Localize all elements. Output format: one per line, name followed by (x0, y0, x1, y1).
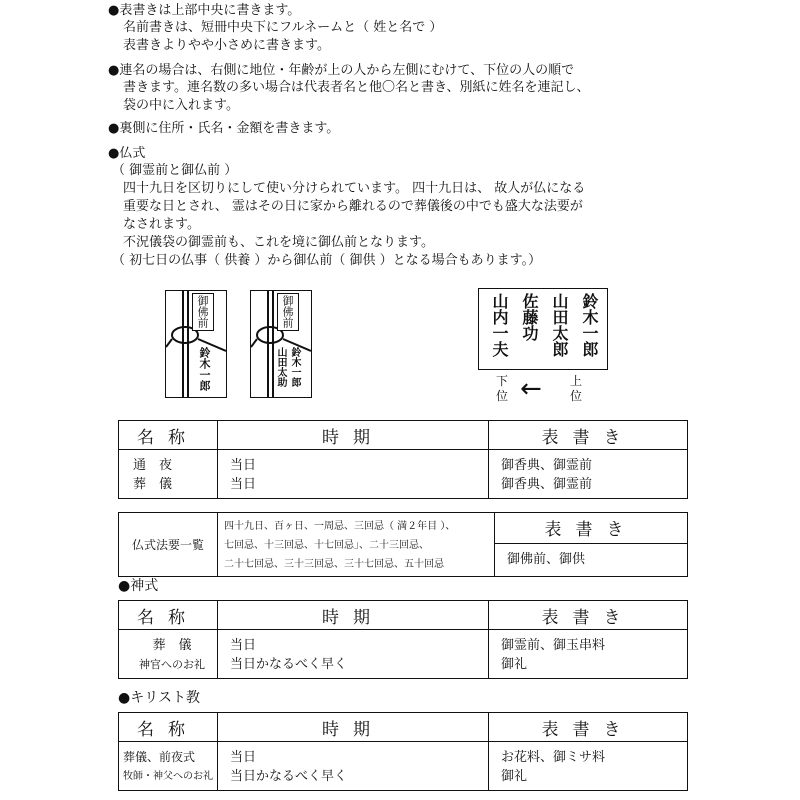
col-header-inscription: 表書き (489, 421, 688, 450)
envelope-name-senior: 鈴木一郎 (289, 347, 300, 387)
intro-line-4: ● 連名の場合は、右側に地位・年齢が上の人から左側にむけて、下位の人の順で (108, 63, 574, 79)
intro-line-13: 不況儀袋の御霊前も、これを境に御仏前となります。 (123, 235, 434, 250)
section-christian: ● キリスト教 (118, 690, 200, 706)
envelope-name-junior: 山田太助 (275, 347, 286, 387)
intro-line-11: 重要な日とされ、 霊はその日に家から離れるので葬儀後の中でも盛大な法要が (123, 199, 583, 214)
name-rank-1: 鈴木一郎 (580, 293, 599, 357)
intro-line-12: なされます。 (123, 217, 200, 232)
col-header-name: 名称 (119, 601, 218, 630)
label-lower-rank: 下位 (496, 374, 509, 403)
table-shinto (118, 600, 688, 679)
joint-names-example (478, 288, 608, 370)
table-row: 葬儀、前夜式 牧師・神父へのお礼 当日 当日かなるべく早く お花料、御ミサ料 御礼 (119, 742, 688, 791)
intro-line-14: （ 初七日の仏事（ 供養 ）から御仏前（ 御供 ）となる場合もあります。） (112, 253, 542, 268)
table-row: 通 夜 葬 儀 当日 当日 御香典、御霊前 御香典、御霊前 (119, 450, 688, 499)
envelope-name: 鈴木一郎 (198, 347, 211, 391)
table-buddhist-memorials: 仏式法要一覧 四十九日、百ヶ日、一周忌、三回忌（ 満２年目 ）、 七回忌、十三回忌、十七回忌」、二十三回忌、 二十七回忌、三十三回忌、三十七回忌、五十回忌 表書き 御佛前、御供 (118, 512, 688, 577)
col-header-name: 名称 (119, 713, 218, 742)
label-higher-rank: 上位 (570, 374, 583, 403)
memorial-list-title: 仏式法要一覧 (119, 513, 218, 577)
intro-line-3: 表書きよりやや小さめに書きます。 (123, 38, 330, 53)
intro-line-7: ● 裏側に住所・氏名・金額を書きます。 (108, 121, 339, 137)
intro-line-6: 袋の中に入れます。 (123, 98, 239, 113)
intro-line-10: 四十九日を区切りにして使い分けられています。 四十九日は、 故人が仏になる (123, 181, 586, 196)
arrow-left-icon: ← (520, 374, 542, 404)
intro-line-5: 書きます。連名数の多い場合は代表者名と他〇名と書き、別紙に姓名を連記し、 (123, 80, 590, 95)
section-shinto: ● 神式 (118, 578, 158, 594)
table-row: 葬 儀 神官へのお礼 当日 当日かなるべく早く 御霊前、御玉串料 御礼 (119, 630, 688, 679)
col-header-timing: 時期 (218, 421, 489, 450)
col-header-inscription: 表書き (495, 513, 688, 544)
envelope-single-name (165, 290, 227, 398)
col-header-inscription: 表書き (489, 601, 688, 630)
section-buddhist: ● 仏式 (108, 146, 145, 162)
envelope-two-names (250, 290, 312, 398)
col-header-name: 名称 (119, 421, 218, 450)
col-header-timing: 時期 (218, 713, 489, 742)
intro-line-1: ● 表書きは上部中央に書きます。 (108, 3, 300, 19)
name-rank-3: 佐藤功 (520, 293, 539, 341)
envelope-label: 御佛前 (281, 295, 294, 328)
envelope-label: 御佛前 (196, 295, 209, 328)
col-header-timing: 時期 (218, 601, 489, 630)
col-header-inscription: 表書き (489, 713, 688, 742)
table-buddhist-funeral (118, 420, 688, 499)
table-christian (118, 712, 688, 791)
name-rank-2: 山田太郎 (550, 293, 569, 357)
intro-line-2: 名前書きは、短冊中央下にフルネームと（ 姓と名で ） (123, 20, 443, 35)
memorial-inscription: 御佛前、御供 (495, 543, 688, 576)
intro-line-9: （ 御霊前と御仏前 ） (112, 163, 238, 178)
name-rank-4: 山内一夫 (490, 293, 509, 357)
